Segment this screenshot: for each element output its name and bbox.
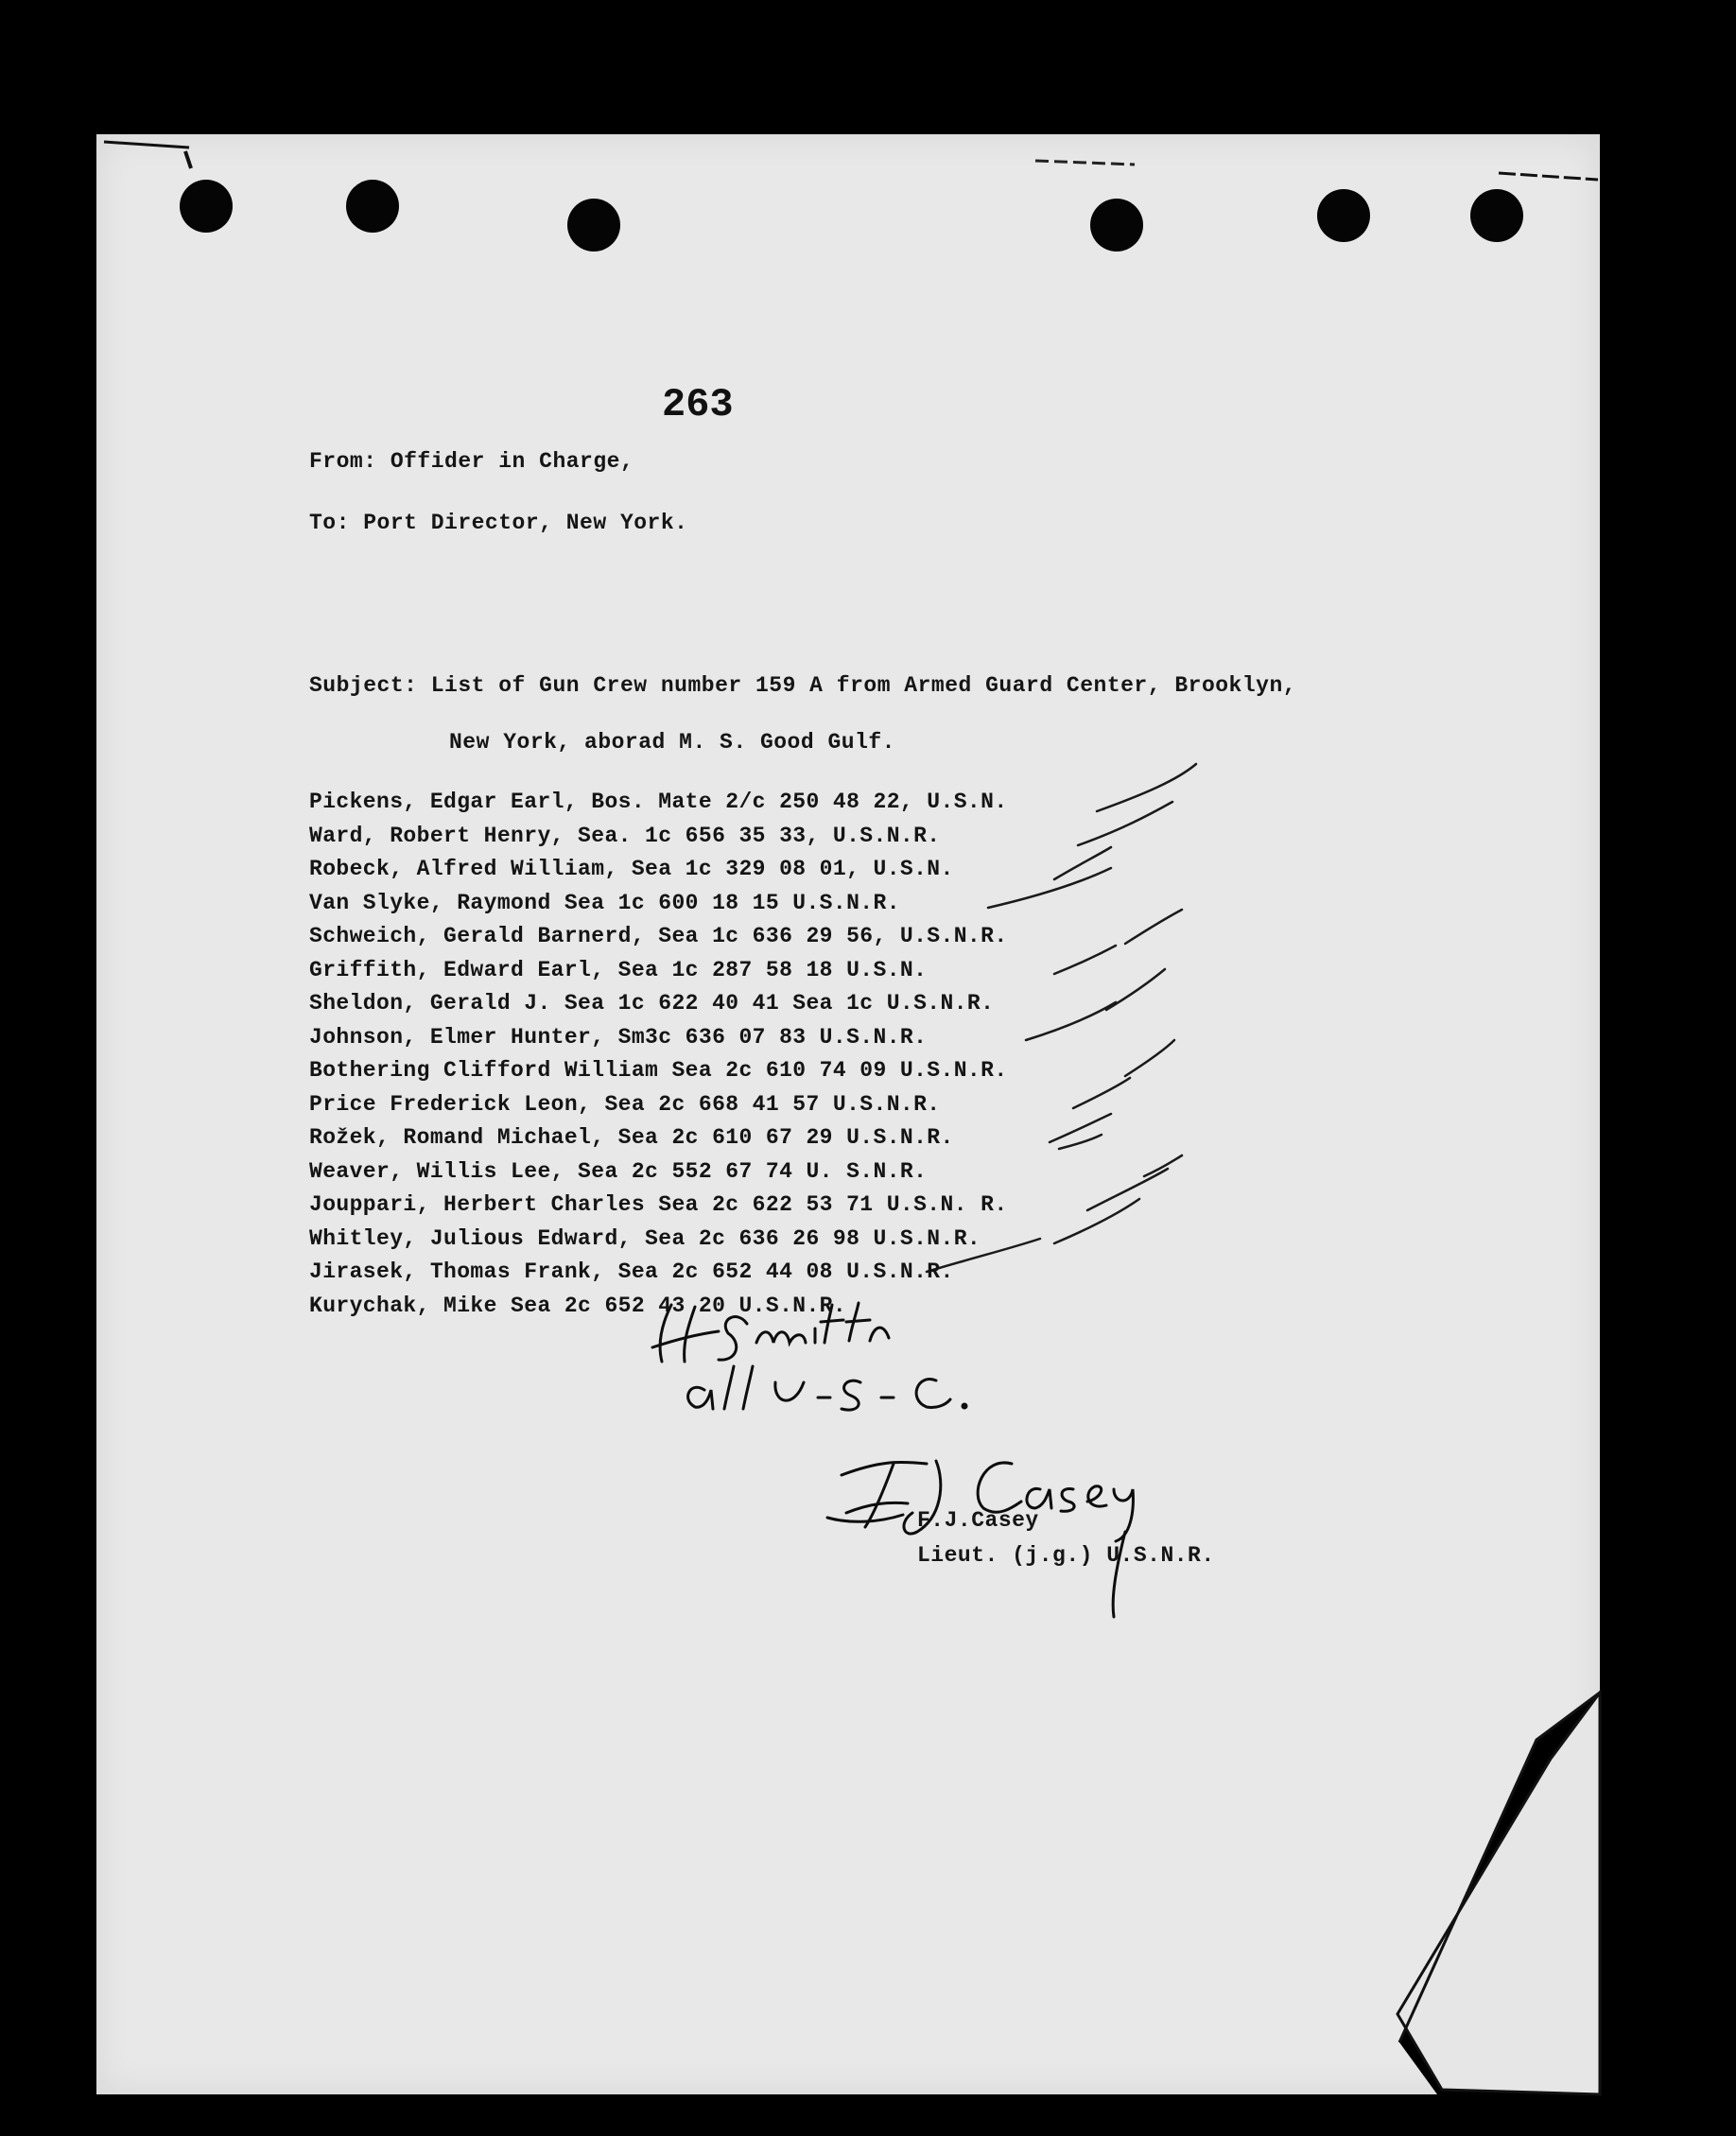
crew-entry: Whitley, Julious Edward, Sea 2c 636 26 98 U.S.N.R. [309, 1225, 981, 1251]
signer-name: F.J.Casey [917, 1508, 1039, 1533]
crew-entry: Kurychak, Mike Sea 2c 652 43 20 U.S.N.R. [309, 1293, 847, 1318]
subject-line-continued: New York, aborad M. S. Good Gulf. [449, 730, 895, 755]
page-number: 263 [662, 382, 734, 427]
crew-entry: Pickens, Edgar Earl, Bos. Mate 2/c 250 48 22, U.S.N. [309, 790, 1008, 814]
from-line: From: Offider in Charge, [309, 449, 634, 474]
crew-entry: Jouppari, Herbert Charles Sea 2c 622 53 71 U.S.N. R. [309, 1192, 1008, 1217]
crew-entry: Bothering Clifford William Sea 2c 610 74 09 U.S.N.R. [309, 1058, 1008, 1083]
crew-entry: Robeck, Alfred William, Sea 1c 329 08 01, U.S.N. [309, 857, 954, 881]
crew-entry: Johnson, Elmer Hunter, Sm3c 636 07 83 U.S.N.R. [309, 1024, 928, 1050]
crew-entry: Weaver, Willis Lee, Sea 2c 552 67 74 U. S.N.R. [309, 1158, 928, 1184]
to-line: To: Port Director, New York. [309, 511, 688, 535]
crew-entry: Schweich, Gerald Barnerd, Sea 1c 636 29 56, U.S.N.R. [309, 924, 1008, 948]
crew-entry: Ward, Robert Henry, Sea. 1c 656 35 33, U.S.N.R. [309, 823, 941, 848]
crew-entry: Price Frederick Leon, Sea 2c 668 41 57 U.S.N.R. [309, 1091, 941, 1117]
crew-entry: Van Slyke, Raymond Sea 1c 600 18 15 U.S.N.R. [309, 890, 900, 915]
crew-entry: Rožek, Romand Michael, Sea 2c 610 67 29 U.S.N.R. [309, 1125, 954, 1150]
crew-entry: Griffith, Edward Earl, Sea 1c 287 58 18 U.S.N. [309, 957, 928, 982]
crew-entry: Sheldon, Gerald J. Sea 1c 622 40 41 Sea 1c U.S.N.R. [309, 991, 995, 1016]
subject-line: Subject: List of Gun Crew number 159 A from Armed Guard Center, Brooklyn, [309, 673, 1297, 698]
crew-list [309, 790, 1008, 1327]
signer-rank: Lieut. (j.g.) U.S.N.R. [917, 1543, 1215, 1568]
crew-entry: Jirasek, Thomas Frank, Sea 2c 652 44 08 U.S.N.R. [309, 1259, 954, 1284]
